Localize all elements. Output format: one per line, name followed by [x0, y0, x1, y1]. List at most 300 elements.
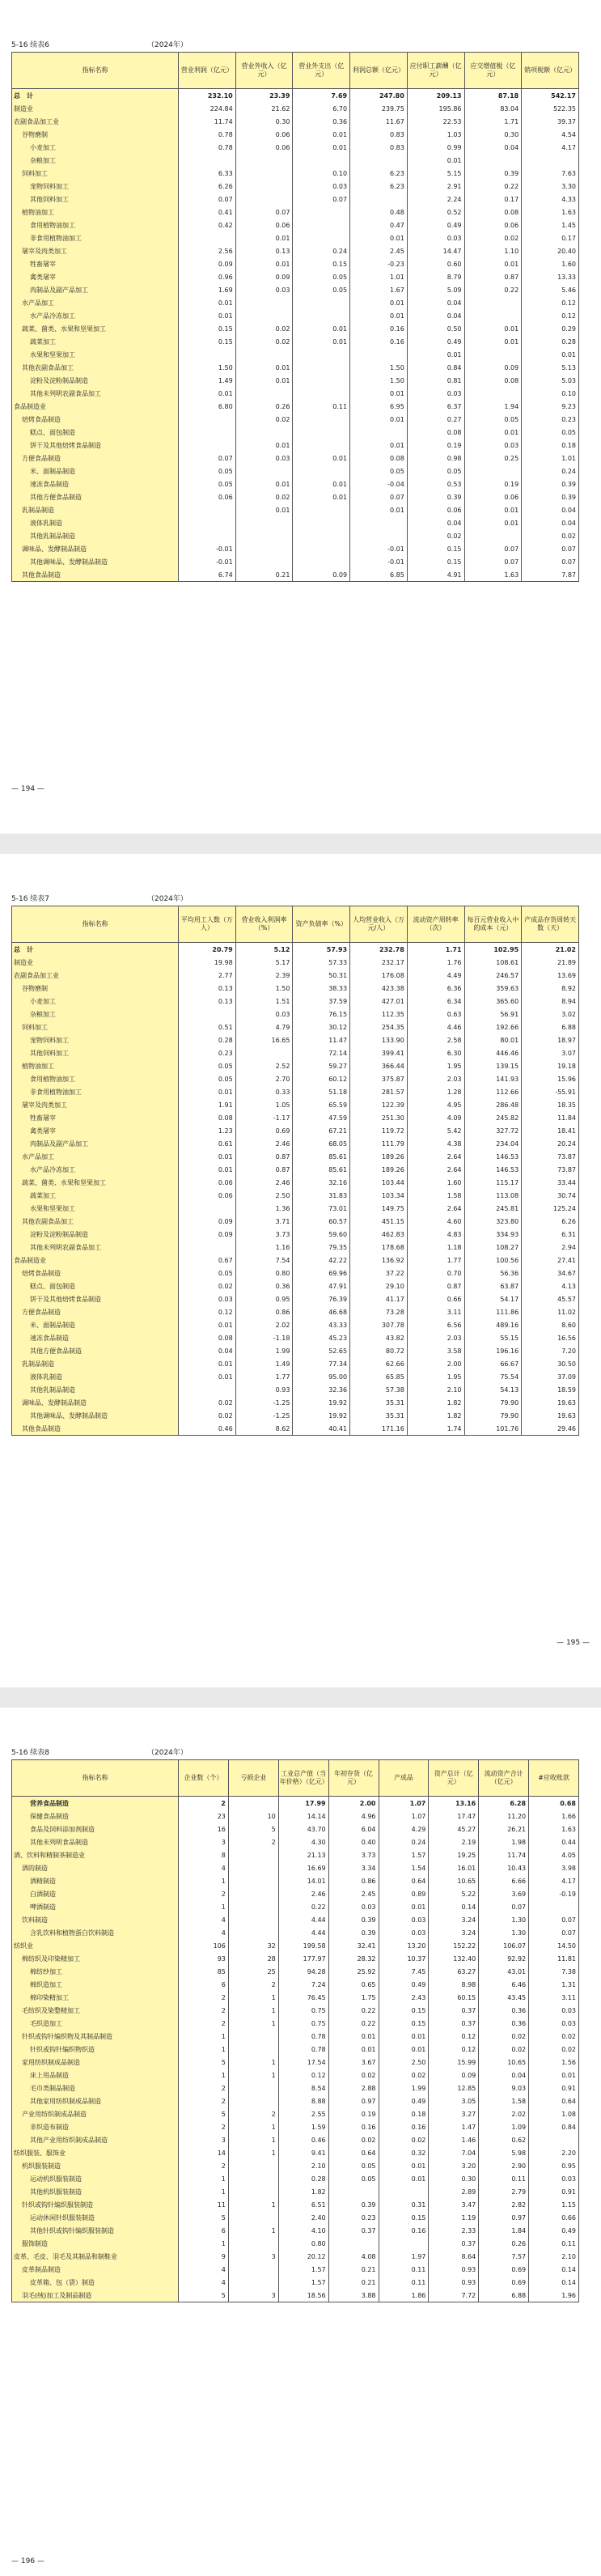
table-cell: [235, 348, 293, 361]
table-cell: 2: [179, 1797, 229, 1810]
table-cell: [179, 413, 236, 426]
table-cell: 0.02: [328, 2133, 379, 2146]
table-cell: [293, 439, 350, 452]
table-cell: 1.99: [379, 2082, 429, 2094]
table-cell: 0.09: [179, 1228, 236, 1241]
table-cell: 4.17: [529, 1874, 579, 1887]
table-cell: 0.08: [350, 452, 408, 465]
table-row: [12, 1280, 579, 1292]
table-cell: 0.93: [235, 1383, 293, 1396]
table-row: [12, 1318, 579, 1331]
table-cell: 0.02: [479, 2030, 529, 2043]
table-cell: 334.93: [464, 1228, 522, 1241]
table-cell: 6.85: [350, 568, 408, 582]
table-cell: -1.25: [235, 1409, 293, 1422]
table-cell: 2: [179, 1991, 229, 2004]
table-cell: 5.98: [479, 2146, 529, 2159]
table-cell: 2.64: [407, 1150, 464, 1163]
table-cell: 0.16: [350, 335, 408, 348]
table-cell: 6.28: [479, 1797, 529, 1810]
table-cell: 0.78: [278, 2043, 328, 2056]
table-row: [12, 283, 579, 296]
table-cell: 1.76: [407, 956, 464, 969]
table-cell: 0.65: [328, 1978, 379, 1991]
table-cell: 0.64: [379, 1874, 429, 1887]
table-cell: 103.34: [350, 1189, 408, 1202]
table-row: [12, 1021, 579, 1033]
table-cell: 52.65: [293, 1344, 350, 1357]
table-cell: 5.22: [429, 1887, 479, 1900]
table-cell: 112.66: [464, 1085, 522, 1098]
table-row: [12, 1241, 579, 1254]
table-cell: 0.01: [464, 516, 522, 529]
table-cell: 5: [179, 2056, 229, 2069]
table-cell: -0.19: [529, 1887, 579, 1900]
table-cell: 0.89: [379, 1887, 429, 1900]
table-cell: 2.45: [328, 1887, 379, 1900]
table-cell: 18.56: [278, 2289, 328, 2302]
table-cell: 0.03: [379, 1926, 429, 1939]
table-cell: 40.41: [293, 1422, 350, 1436]
row-label: 非食用植物油加工: [12, 1085, 179, 1098]
table-cell: 2: [179, 1887, 229, 1900]
table-cell: [293, 465, 350, 477]
table-cell: 0.01: [379, 2043, 429, 2056]
table-cell: 0.06: [179, 1189, 236, 1202]
table-cell: 11.81: [529, 1952, 579, 1965]
table-cell: 0.22: [328, 2017, 379, 2030]
table-cell: 177.97: [278, 1952, 328, 1965]
row-label: 纺织业: [12, 1939, 179, 1952]
table-cell: 3.34: [328, 1861, 379, 1874]
table-cell: 0.01: [328, 2030, 379, 2043]
table-cell: 19.63: [522, 1409, 579, 1422]
table-cell: 0.07: [522, 555, 579, 568]
table-row: [12, 982, 579, 995]
table-cell: 1.67: [350, 283, 408, 296]
row-label: 牲畜屠宰: [12, 1111, 179, 1124]
table-cell: 2.50: [379, 2056, 429, 2069]
table-cell: 1: [179, 2172, 229, 2185]
row-label: 其他饲料加工: [12, 1046, 179, 1059]
table-cell: 7.45: [379, 1965, 429, 1978]
table-cell: 2.64: [407, 1202, 464, 1215]
table-cell: 0.12: [429, 2043, 479, 2056]
table-cell: [350, 154, 408, 167]
table-cell: 0.05: [293, 283, 350, 296]
table-row: [12, 516, 579, 529]
table-cell: 4.60: [407, 1215, 464, 1228]
table-cell: 0.78: [179, 128, 236, 141]
table-cell: 192.66: [464, 1021, 522, 1033]
table-cell: 7.69: [293, 89, 350, 103]
table-cell: 0.14: [529, 2276, 579, 2289]
table-cell: 26.21: [479, 1823, 529, 1835]
table-cell: 17.99: [278, 1797, 328, 1810]
table-cell: 45.27: [429, 1823, 479, 1835]
table-cell: 0.02: [179, 1396, 236, 1409]
table-cell: 234.04: [464, 1137, 522, 1150]
row-label: 家用纺织制成品制造: [12, 2056, 179, 2069]
table-cell: 0.03: [179, 1292, 236, 1305]
table-cell: 0.01: [522, 348, 579, 361]
table-cell: 1.82: [278, 2185, 328, 2198]
section-label: 5-16 续表6: [11, 41, 50, 49]
table-cell: 77.34: [293, 1357, 350, 1370]
table-cell: 0.02: [179, 1280, 236, 1292]
table-cell: [235, 167, 293, 180]
table-cell: 0.46: [179, 1422, 236, 1436]
table-cell: [293, 309, 350, 322]
table-cell: 199.58: [278, 1939, 328, 1952]
table-cell: [235, 542, 293, 555]
table-cell: 79.90: [464, 1396, 522, 1409]
column-header: 产成品: [379, 1760, 429, 1797]
table-cell: 7.72: [429, 2289, 479, 2302]
table-cell: 17.54: [278, 2056, 328, 2069]
table-cell: 79.35: [293, 1241, 350, 1254]
table-cell: [228, 2185, 278, 2198]
table-row: [12, 1887, 579, 1900]
table-row: [12, 1202, 579, 1215]
table-cell: 67.21: [293, 1124, 350, 1137]
table-cell: 0.05: [464, 413, 522, 426]
table-cell: 0.06: [464, 490, 522, 503]
table-cell: 0.07: [529, 1926, 579, 1939]
row-label: 毛纺织及染整精加工: [12, 2004, 179, 2017]
table-cell: 1.95: [407, 1370, 464, 1383]
row-label: 非食用植物油加工: [12, 231, 179, 244]
table-cell: [293, 413, 350, 426]
row-label: 饼干及其他焙烤食品制造: [12, 439, 179, 452]
table-cell: 1.50: [179, 361, 236, 374]
table-cell: 108.61: [464, 956, 522, 969]
table-cell: [179, 1202, 236, 1215]
table-cell: 0.01: [293, 477, 350, 490]
row-label: 其他方便食品制造: [12, 1344, 179, 1357]
table-cell: 6.23: [350, 180, 408, 193]
table-cell: 75.54: [464, 1370, 522, 1383]
table-cell: 0.04: [407, 309, 464, 322]
column-header: 营业外支出（亿元）: [293, 53, 350, 89]
table-cell: 359.63: [464, 982, 522, 995]
row-label: 肉制品及副产品加工: [12, 283, 179, 296]
table-cell: 0.24: [522, 465, 579, 477]
table-cell: 1.96: [529, 2289, 579, 2302]
table-cell: 1.07: [379, 1810, 429, 1823]
table-cell: 6.26: [179, 180, 236, 193]
table-row: [12, 542, 579, 555]
page-195: [0, 854, 601, 1687]
table-row: [12, 1797, 579, 1810]
table-cell: 0.99: [407, 141, 464, 154]
table-cell: 542.17: [522, 89, 579, 103]
table-cell: 23.39: [235, 89, 293, 103]
section-label: 5-16 续表8: [11, 1749, 50, 1757]
table-cell: 8.64: [429, 2250, 479, 2263]
table-cell: 0.15: [379, 2004, 429, 2017]
table-cell: 3: [179, 2133, 229, 2146]
table-cell: 4.44: [278, 1926, 328, 1939]
table-cell: 0.52: [407, 206, 464, 219]
table-cell: 106: [179, 1939, 229, 1952]
table-cell: 0.64: [328, 2146, 379, 2159]
table-row: [12, 387, 579, 400]
table-cell: [529, 2133, 579, 2146]
table-cell: 1.19: [429, 2211, 479, 2224]
table-cell: [350, 193, 408, 206]
table-cell: 0.44: [529, 1835, 579, 1848]
table-cell: 2.33: [429, 2224, 479, 2237]
row-label: 淀粉及淀粉制品制造: [12, 374, 179, 387]
table-cell: 0.04: [522, 516, 579, 529]
row-label: 杂粮加工: [12, 1008, 179, 1021]
row-label: 液体乳制造: [12, 1370, 179, 1383]
table-cell: [179, 516, 236, 529]
table-cell: 1.99: [235, 1344, 293, 1357]
table-cell: 0.08: [464, 206, 522, 219]
row-label: 调味品、发酵制品制造: [12, 1396, 179, 1409]
table-cell: 30.74: [522, 1189, 579, 1202]
table-cell: 0.03: [235, 283, 293, 296]
table-cell: 0.98: [407, 452, 464, 465]
table-row: [12, 1926, 579, 1939]
table-cell: 375.87: [350, 1072, 408, 1085]
table-cell: 79.90: [464, 1409, 522, 1422]
table-cell: 0.01: [379, 2159, 429, 2172]
table-cell: 7.63: [522, 167, 579, 180]
row-label: 食品制造业: [12, 1254, 179, 1267]
row-label: 饲料加工: [12, 1021, 179, 1033]
table-cell: 2.46: [235, 1176, 293, 1189]
table-cell: [179, 503, 236, 516]
table-cell: 0.19: [464, 477, 522, 490]
table-cell: 1: [228, 2017, 278, 2030]
table-cell: 0.87: [235, 1150, 293, 1163]
table-cell: 0.01: [350, 309, 408, 322]
row-label: 屠宰及肉类加工: [12, 1098, 179, 1111]
table-cell: 0.01: [350, 413, 408, 426]
row-label: 肉制品及副产品加工: [12, 1137, 179, 1150]
table-cell: 6.51: [278, 2198, 328, 2211]
page-194: [0, 0, 601, 834]
table-cell: [228, 1900, 278, 1913]
table-cell: 47.91: [293, 1280, 350, 1292]
table-cell: [379, 2185, 429, 2198]
row-label: 其他调味品、发酵制品制造: [12, 555, 179, 568]
table-cell: 0.87: [407, 1280, 464, 1292]
table-cell: 1: [179, 2069, 229, 2082]
table-cell: 0.11: [379, 2263, 429, 2276]
table-cell: 1.60: [407, 1176, 464, 1189]
row-label: 小麦加工: [12, 995, 179, 1008]
page-number: — 194 —: [11, 785, 44, 793]
table-cell: 55.15: [464, 1331, 522, 1344]
table-row: [12, 2107, 579, 2120]
table-cell: 19.98: [179, 956, 236, 969]
row-label: 淀粉及淀粉制品制造: [12, 1228, 179, 1241]
table-cell: 0.06: [235, 219, 293, 231]
table-cell: 0.25: [464, 452, 522, 465]
table-cell: 1.91: [179, 1098, 236, 1111]
table-cell: 0.15: [407, 555, 464, 568]
table-cell: 2: [179, 2017, 229, 2030]
table-cell: 1: [228, 2004, 278, 2017]
table-cell: 3.02: [522, 1008, 579, 1021]
table-cell: 95.00: [293, 1370, 350, 1383]
table-cell: 106.07: [479, 1939, 529, 1952]
table-cell: 0.86: [328, 1874, 379, 1887]
table-row: [12, 490, 579, 503]
table-cell: 0.01: [328, 2043, 379, 2056]
row-label: 制造业: [12, 956, 179, 969]
table-cell: 108.27: [464, 1241, 522, 1254]
table-cell: 0.06: [179, 1176, 236, 1189]
table-cell: 232.10: [179, 89, 236, 103]
header-row: [12, 906, 579, 943]
table-cell: 0.01: [235, 439, 293, 452]
table-cell: 0.01: [179, 1150, 236, 1163]
table-cell: 1.50: [350, 361, 408, 374]
data-table: [11, 906, 579, 1436]
table-cell: 0.23: [328, 2211, 379, 2224]
table-cell: 1.51: [235, 995, 293, 1008]
table-row: [12, 1163, 579, 1176]
table-cell: 3.88: [328, 2289, 379, 2302]
table-cell: 1: [179, 2237, 229, 2250]
table-cell: 2.56: [179, 244, 236, 257]
table-cell: [350, 516, 408, 529]
table-cell: 0.16: [350, 322, 408, 335]
table-cell: 0.22: [328, 2004, 379, 2017]
table-cell: 3.67: [328, 2056, 379, 2069]
table-cell: 0.03: [464, 439, 522, 452]
table-cell: 0.02: [179, 1409, 236, 1422]
table-cell: 0.63: [407, 1008, 464, 1021]
table-cell: 3.20: [429, 2159, 479, 2172]
table-cell: 1.57: [379, 1848, 429, 1861]
row-label: 方便食品制造: [12, 452, 179, 465]
table-cell: 0.09: [235, 270, 293, 283]
table-cell: 0.04: [522, 503, 579, 516]
table-cell: 8: [179, 1848, 229, 1861]
table-row: [12, 1823, 579, 1835]
table-cell: 29.10: [350, 1280, 408, 1292]
table-cell: [179, 529, 236, 542]
table-cell: 6.34: [407, 995, 464, 1008]
table-cell: 5: [228, 1823, 278, 1835]
table-cell: 4: [179, 2276, 229, 2289]
row-label: 其他农副食品加工: [12, 1215, 179, 1228]
table-cell: 2.89: [429, 2185, 479, 2198]
table-cell: 50.31: [293, 969, 350, 982]
column-header: 产成品存货周转天数（天）: [522, 906, 579, 943]
table-cell: 57.93: [293, 943, 350, 957]
table-cell: 0.02: [407, 529, 464, 542]
table-cell: 0.49: [379, 1978, 429, 1991]
table-row: [12, 956, 579, 969]
table-row: [12, 154, 579, 167]
table-cell: 47.59: [293, 1111, 350, 1124]
table-cell: 23: [179, 1810, 229, 1823]
table-cell: 46.68: [293, 1305, 350, 1318]
table-cell: 0.12: [522, 296, 579, 309]
table-cell: 3.73: [328, 1848, 379, 1861]
table-cell: 2.94: [522, 1241, 579, 1254]
table-cell: [179, 154, 236, 167]
table-cell: 0.02: [529, 2043, 579, 2056]
header-indicator-name: 指标名称: [12, 53, 179, 89]
table-cell: 0.03: [407, 387, 464, 400]
table-cell: 85.61: [293, 1163, 350, 1176]
table-cell: 0.01: [350, 503, 408, 516]
table-cell: 76.15: [293, 1008, 350, 1021]
table-cell: 0.39: [328, 1913, 379, 1926]
table-cell: 3.58: [407, 1344, 464, 1357]
table-row: [12, 426, 579, 439]
table-cell: [293, 516, 350, 529]
table-row: [12, 1409, 579, 1422]
table-row: [12, 348, 579, 361]
table-cell: [235, 516, 293, 529]
table-cell: 1.57: [278, 2276, 328, 2289]
table-cell: 0.11: [293, 400, 350, 413]
table-cell: 1.31: [529, 1978, 579, 1991]
table-cell: 56.36: [464, 1267, 522, 1280]
table-row: [12, 2082, 579, 2094]
table-cell: 462.83: [350, 1228, 408, 1241]
table-cell: 4: [179, 1861, 229, 1874]
table-cell: 0.28: [179, 1033, 236, 1046]
table-cell: 69.96: [293, 1267, 350, 1280]
table-cell: 195.86: [407, 102, 464, 115]
table-cell: 32.36: [293, 1383, 350, 1396]
table-cell: 0.49: [407, 219, 464, 231]
table-row: [12, 1874, 579, 1887]
table-row: [12, 2276, 579, 2289]
table-row: [12, 361, 579, 374]
table-cell: 0.01: [293, 490, 350, 503]
table-cell: 0.05: [350, 465, 408, 477]
table-cell: 0.49: [379, 2094, 429, 2107]
table-cell: [350, 348, 408, 361]
table-cell: 0.04: [464, 141, 522, 154]
row-label: 其他未列明食品制造: [12, 1835, 179, 1848]
row-label: 速冻食品制造: [12, 477, 179, 490]
table-cell: 0.22: [464, 180, 522, 193]
table-cell: 1: [179, 1900, 229, 1913]
table-row: [12, 1810, 579, 1823]
table-cell: 0.04: [479, 2069, 529, 2082]
table-cell: 0.06: [179, 490, 236, 503]
table-cell: [235, 154, 293, 167]
table-cell: [228, 1861, 278, 1874]
table-cell: 3.24: [429, 1926, 479, 1939]
table-cell: 3: [179, 1835, 229, 1848]
table-cell: 152.22: [429, 1939, 479, 1952]
table-cell: 0.01: [179, 1163, 236, 1176]
row-label: 机织服装制造: [12, 2159, 179, 2172]
table-cell: 2.52: [235, 1059, 293, 1072]
table-cell: 43.70: [278, 1823, 328, 1835]
table-cell: [235, 296, 293, 309]
row-label: 酒的制造: [12, 1861, 179, 1874]
table-cell: [350, 426, 408, 439]
table-cell: 1.09: [479, 2120, 529, 2133]
table-cell: 1.07: [379, 1797, 429, 1810]
table-cell: 0.95: [529, 2159, 579, 2172]
table-cell: -0.01: [350, 555, 408, 568]
